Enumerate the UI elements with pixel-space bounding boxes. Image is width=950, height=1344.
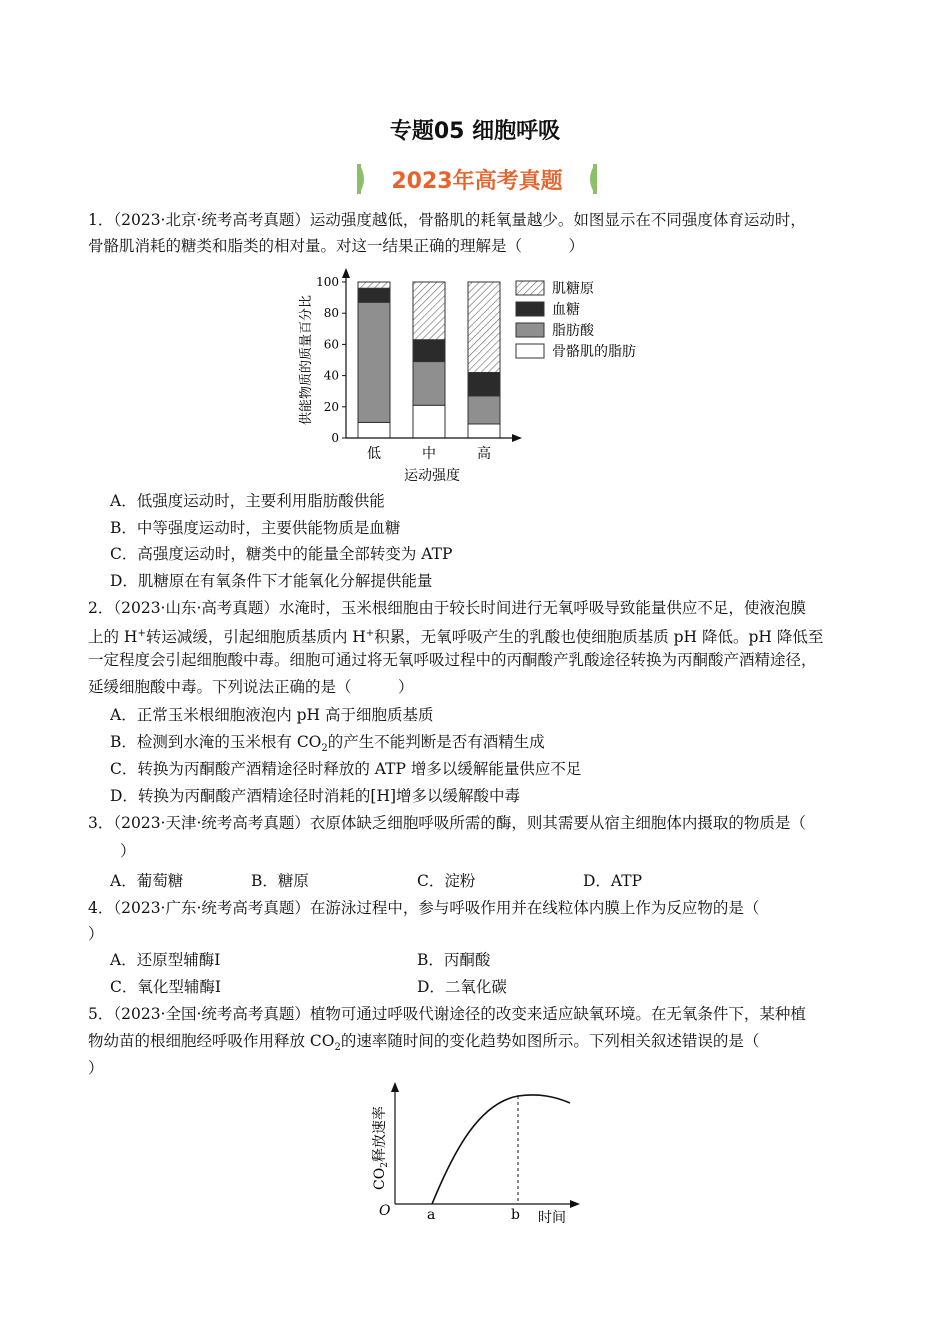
section-banner: [357, 160, 597, 198]
bar-segment: [468, 372, 500, 395]
y-tick-label: 100: [316, 275, 339, 289]
banner-text: 2023年高考真题: [391, 169, 563, 194]
q2-stem-line3: 一定程度会引起细胞酸中毒。细胞可通过将无氧呼吸过程中的丙酮酸产乳酸途径转换为丙酮酸产酒精途径，: [88, 651, 817, 669]
bar-segment: [358, 288, 390, 302]
q4-option-a: A．还原型辅酶Ⅰ: [110, 951, 221, 969]
q3-stem-line2: ）: [120, 842, 136, 860]
bar-segment: [413, 282, 445, 340]
q4-stem-line2: ）: [88, 925, 104, 943]
legend-label: 骨骼肌的脂肪: [552, 344, 636, 360]
x-tick-label: 低: [367, 446, 381, 462]
bar-segment: [468, 424, 500, 438]
q5-stem-line1: 5．（2023·全国·统考高考真题）植物可通过呼吸代谢途径的改变来适应缺氧环境。在无氧条件下，某种植: [88, 1005, 806, 1023]
q4-option-c: C．氧化型辅酶Ⅰ: [110, 978, 221, 996]
legend-label: 血糖: [552, 302, 580, 318]
q2-option-a: A．正常玉米根细胞液泡内 pH 高于细胞质基质: [110, 706, 434, 724]
x-mark-b: b: [511, 1207, 520, 1223]
q2-stem-line1: 2．（2023·山东·高考真题）水淹时，玉米根细胞由于较长时间进行无氧呼吸导致能量供应不足，使液泡膜: [88, 599, 806, 617]
banner-right-bar: [585, 164, 597, 194]
legend-label: 脂肪酸: [552, 323, 594, 339]
bar-segment: [413, 340, 445, 362]
page-title: 专题05 细胞呼吸: [389, 119, 561, 144]
x-tick-label: 高: [477, 446, 491, 462]
legend-swatch: [516, 302, 544, 316]
y-tick-label: 60: [323, 337, 339, 352]
y-axis-arrow: [342, 268, 350, 278]
q4-option-b: B．丙酮酸: [417, 951, 491, 969]
q2-stem-line4: 延缓细胞酸中毒。下列说法正确的是（ ）: [88, 678, 414, 696]
origin-label: O: [379, 1203, 391, 1219]
legend-swatch: [516, 281, 544, 295]
svg-text:CO2释放速率: $CO_2$释放速率: [372, 1106, 390, 1190]
bar-segment: [358, 302, 390, 422]
x-axis-arrow: [570, 1200, 580, 1208]
x-axis-label: 运动强度: [404, 468, 460, 484]
x-axis-arrow: [512, 434, 522, 442]
bar-segment: [413, 405, 445, 438]
co2-rate-line-chart: [360, 1078, 590, 1228]
x-axis-label: 时间: [538, 1210, 566, 1226]
q1-option-a: A．低强度运动时，主要利用脂肪酸供能: [110, 492, 385, 510]
y-tick-label: 0: [331, 431, 339, 445]
legend-swatch: [516, 323, 544, 337]
q2-option-d: D．转换为丙酮酸产酒精途径时消耗的[H]增多以缓解酸中毒: [110, 787, 521, 805]
y-axis-label: 供能物质的质量百分比: [299, 294, 314, 426]
q1-option-d: D．肌糖原在有氧条件下才能氧化分解提供能量: [110, 572, 433, 590]
q1-stem-line1: 1．（2023·北京·统考高考真题）运动强度越低，骨骼肌的耗氧量越少。如图显示在不同强度体育运动时，: [88, 211, 806, 229]
q4-stem-line1: 4．（2023·广东·统考高考真题）在游泳过程中，参与呼吸作用并在线粒体内膜上作为反应物的是（: [88, 899, 760, 917]
q1-option-b: B．中等强度运动时，主要供能物质是血糖: [110, 519, 401, 537]
q3-option-b: B．糖原: [251, 872, 309, 890]
q1-stem-line2: 骨骼肌消耗的糖类和脂类的相对量。对这一结果正确的理解是（ ）: [88, 237, 585, 255]
q5-stem-line3: ）: [88, 1059, 104, 1077]
bar-segment: [468, 282, 500, 372]
bar-segment: [468, 396, 500, 424]
y-axis-arrow: [391, 1082, 399, 1092]
y-tick-label: 80: [323, 306, 339, 321]
bar-segment: [358, 422, 390, 438]
stacked-bar-chart: [290, 266, 660, 486]
q5-stem-line2: 物幼苗的根细胞经呼吸作用释放 $CO_2$的速率随时间的变化趋势如图所示。下列相关叙述错误的是（: [88, 1032, 760, 1054]
x-mark-a: a: [427, 1207, 436, 1223]
q2-option-b: B．检测到水淹的玉米根有 $CO_2$的产生不能判断是否有酒精生成: [110, 733, 545, 755]
bar-segment: [358, 282, 390, 288]
y-axis-label: [371, 1106, 390, 1190]
q2-stem-line2: 上的 H+转运减缓，引起细胞质基质内 H+积累，无氧呼吸产生的乳酸也使细胞质基质 pH 降低。pH 降低至: [88, 628, 824, 647]
q3-option-a: A．葡萄糖: [110, 872, 184, 890]
q4-option-d: D．二氧化碳: [417, 978, 507, 996]
q2-option-c: C．转换为丙酮酸产酒精途径时释放的 ATP 增多以缓解能量供应不足: [110, 760, 582, 778]
legend-label: 肌糖原: [552, 281, 594, 297]
bar-segment: [413, 362, 445, 406]
q3-option-d: D．ATP: [583, 872, 643, 890]
q1-option-c: C．高强度运动时，糖类中的能量全部转变为 ATP: [110, 545, 453, 563]
q3-stem-line1: 3．（2023·天津·统考高考真题）衣原体缺乏细胞呼吸所需的酶，则其需要从宿主细胞体内摄取的物质是（: [88, 814, 806, 832]
legend-swatch: [516, 344, 544, 358]
x-tick-label: 中: [422, 446, 436, 462]
y-tick-label: 40: [323, 368, 339, 383]
y-tick-label: 20: [323, 399, 339, 414]
q3-option-c: C．淀粉: [417, 872, 476, 890]
rate-curve: [432, 1095, 570, 1204]
